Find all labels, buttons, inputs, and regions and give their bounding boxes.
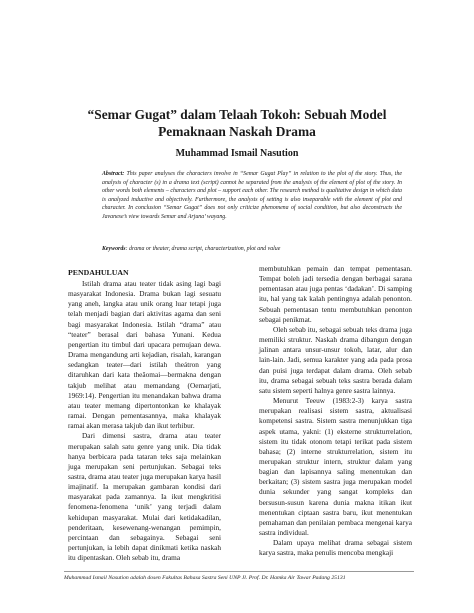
abstract-text: This paper analyses the characters involve in “Semar Gugat Play” in relation to the plot of the story. Thus, the analysis of character (s) in a drama text (script) cannot be separated from the analysis of the element of plot of the story. In other words both elements – characters and plot – support each other. The research method is qualitative design in which data is analyzed inductive and objectively. Furthermore, the analysis of setting is also inseparable with the element of plot and character. In conclusion “Semar Gugat” does not only criticize phenomena of social condition, but also deconstructs the Javanese’s view towards Semar and Arjuna’ wayang. (102, 171, 402, 220)
footer-note: Muhammad Ismail Nasution adalah dosen Fakultas Bahasa Sastra Seni UNP Jl. Prof. Dr. Hamka Air Tawar Padang 25131 (64, 575, 346, 581)
footer-divider (64, 571, 414, 572)
title-line-2: Pemaknaan Naskah Drama (158, 124, 316, 139)
keywords-text: : drama or theater, drama script, characterization, plot and value (125, 246, 281, 252)
paragraph: membutuhkan pemain dan tempat pementasan. Tempat boleh jadi tersedia dengan berbagai sarana pementasan atau juga pentas ‘dadakan’. Di samping itu, hal yang tak kalah pentingnya adalah penonton. Sebuah pementasan tentu membutuhkan penonton sebagai penikmat. (259, 264, 412, 324)
keywords-label: Keywords (102, 246, 126, 252)
body-column-left (68, 279, 221, 563)
paragraph: Istilah drama atau teater tidak asing lagi bagi masyarakat Indonesia. Drama bukan lagi sesuatu yang aneh, langka atau unik orang luar tetapi juga telah menjadi bagian dari aktivitas agama dan seni bagi masyarakat Indonesia. Istilah “drama” atau “teater” berasal dari bahasa Yunani. Kedua pengertian itu timbul dari upacara pemujaan dewa. Drama mengandung arti kejadian, risalah, karangan sedangkan teater—dari istilah theátron yang ditaruhkan dari kata theâomai—bermakna dengan takjub melihat atau memandang (Oemarjati, 1969:14). Pengertian itu menandakan bahwa drama atau teater memang dipertontonkan ke khalayak ramai. Dengan pementasannya, maka khalayak ramai akan merasa takjub dan ikut terhibur. (68, 279, 221, 431)
abstract (102, 170, 402, 222)
paragraph: Menurut Teeuw (1983:2-3) karya sastra merupakan realisasi sistem sastra, aktualisasi kompetensi sastra. Sistem sastra menunjukkan tiga aspek utama, yakni: (1) eksterne strukturrelation, sistem itu tidak otonom tetapi terikat pada sistem bahasa; (2) interne strukturrelation, sistem itu merupakan struktur intern, struktur dalam yang bagian dan lapisannya saling menentukan dan berkaitan; (3) sistem sastra juga merupakan model dunia sekunder yang sangat kompleks dan bersusun-susun karena dunia makna itikan ikut menentukan ciptaan sastra baru, ikut menentukan pemahaman dan penilaian pembaca mengenai karya sastra individual. (259, 396, 412, 538)
section-heading: PENDAHULUAN (68, 268, 129, 277)
keywords (102, 245, 402, 254)
paper-title (40, 106, 434, 140)
title-line-1: “Semar Gugat” dalam Telaah Tokoh: Sebuah Model (87, 107, 387, 122)
paragraph: Oleh sebab itu, sebagai sebuah teks drama juga memiliki struktur. Naskah drama dibangun dengan jalinan antara unsur-unsur tokoh, latar, alur dan lain-lain. Jadi, semua karakter yang ada pada prosa dan puisi juga terdapat dalam drama. Oleh sebab itu, drama sebagai sebuah teks sastra berada dalam satu sistem seperti halnya genre sastra lainnya. (259, 324, 412, 395)
paragraph: Dari dimensi sastra, drama atau teater merupakan salah satu genre yang unik. Dia tidak hanya berbicara pada tataran teks saja melainkan juga merupakan seni pertunjukan. Sebagai teks sastra, drama atau teater juga merupakan karya hasil imajinatif. Ia merupakan gambaran kondisi dari masyarakat pada zamannya. Ia ikut mengkritisi fenomena-fenomena ‘unik’ yang terjadi dalam kehidupan masyarakat. Mulai dari ketidakadilan, penderitaan, kesewenang-wenangan pemimpin, percintaan dan sebagainya. Sebagai seni pertunjukan, ia lebih dapat dinikmati ketika naskah itu dipentaskan. Oleh sebab itu, drama (68, 431, 221, 563)
body-column-right (259, 264, 412, 559)
abstract-label: Abstract: (102, 171, 125, 177)
paragraph: Dalam upaya melihat drama sebagai sistem karya sastra, maka penulis mencoba mengkaji (259, 538, 412, 558)
author-name: Muhammad Ismail Nasution (175, 148, 299, 159)
